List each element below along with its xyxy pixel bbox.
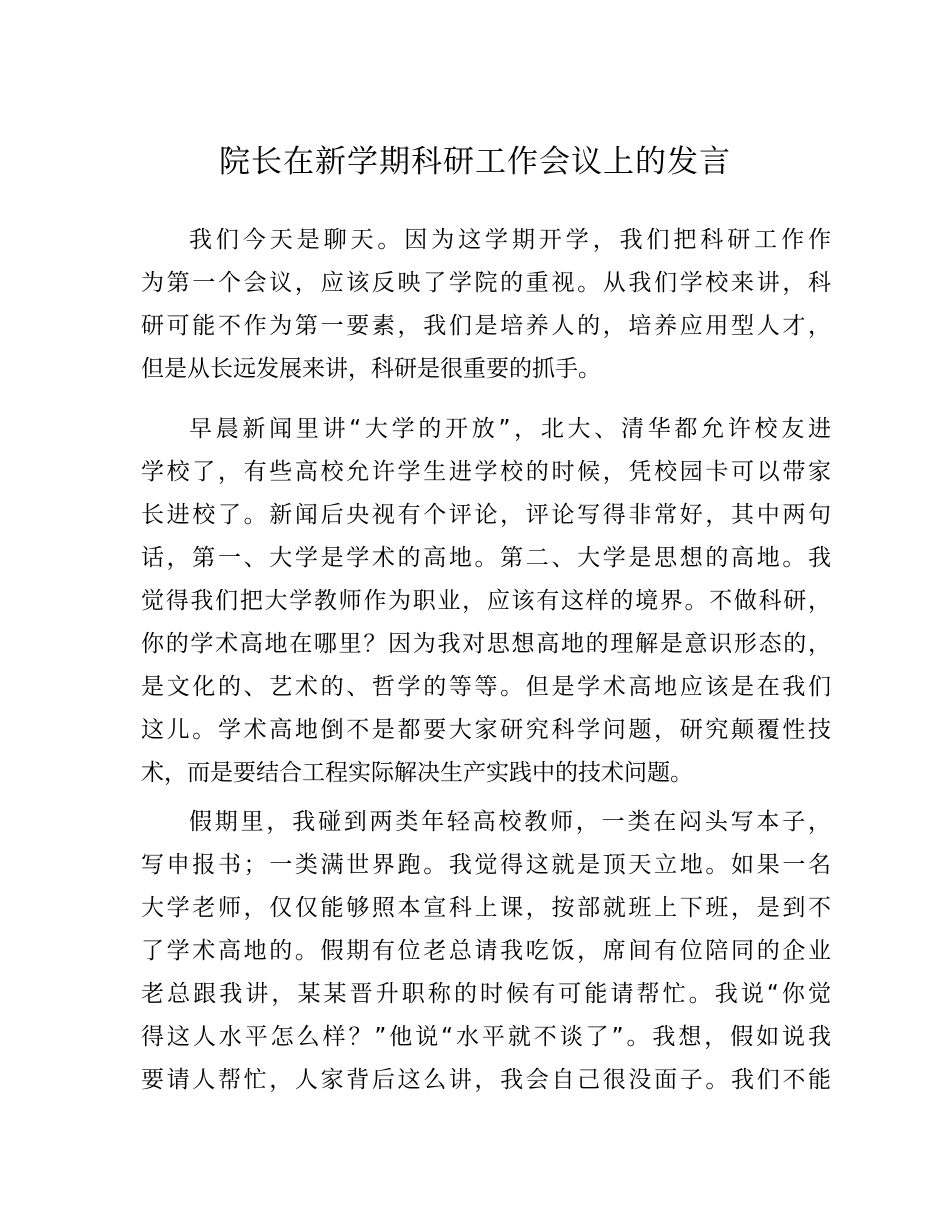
- text-line: 长进校了。新闻后央视有个评论，评论写得非常好，其中两句: [141, 502, 831, 528]
- text-line: 为第一个会议，应该反映了学院的重视。从我们学校来讲，科: [141, 270, 831, 296]
- text-line: 大学老师，仅仅能够照本宣科上课，按部就班上下班，是到不: [141, 895, 831, 921]
- document-title: 院长在新学期科研工作会议上的发言: [219, 144, 731, 180]
- text-line: 这儿。学术高地倒不是都要大家研究科学问题，研究颠覆性技: [141, 717, 831, 743]
- text-line: 话，第一、大学是学术的高地。第二、大学是思想的高地。我: [141, 545, 831, 571]
- text-line: 但是从长远发展来讲，科研是很重要的抓手。: [141, 356, 601, 382]
- text-line: 术，而是要结合工程实际解决生产实践中的技术问题。: [141, 760, 693, 786]
- text-line: 老总跟我讲，某某晋升职称的时候有可能请帮忙。我说“你觉: [141, 981, 831, 1007]
- text-line: 假期里，我碰到两类年轻高校教师，一类在闷头写本子，: [189, 809, 831, 835]
- text-line: 要请人帮忙，人家背后这么讲，我会自己很没面子。我们不能: [141, 1067, 831, 1093]
- paragraph-3: [141, 801, 831, 1102]
- text-line: 觉得我们把大学教师作为职业，应该有这样的境界。不做科研，: [141, 588, 831, 614]
- text-line: 研可能不作为第一要素，我们是培养人的，培养应用型人才，: [141, 313, 831, 339]
- text-line: 是文化的、艺术的、哲学的等等。但是学术高地应该是在我们: [141, 674, 831, 700]
- text-line: 早晨新闻里讲“大学的开放”，北大、清华都允许校友进: [189, 416, 831, 442]
- text-line: 你的学术高地在哪里？因为我对思想高地的理解是意识形态的，: [141, 631, 831, 657]
- text-line: 写申报书；一类满世界跑。我觉得这就是顶天立地。如果一名: [141, 852, 831, 878]
- paragraph-2: [141, 408, 831, 795]
- text-line: 得这人水平怎么样？”他说“水平就不谈了”。我想，假如说我: [141, 1024, 831, 1050]
- text-line: 学校了，有些高校允许学生进学校的时候，凭校园卡可以带家: [141, 459, 831, 485]
- text-line: 了学术高地的。假期有位老总请我吃饭，席间有位陪同的企业: [141, 938, 831, 964]
- text-line: 我们今天是聊天。因为这学期开学，我们把科研工作作: [189, 227, 831, 253]
- paragraph-1: [141, 219, 831, 391]
